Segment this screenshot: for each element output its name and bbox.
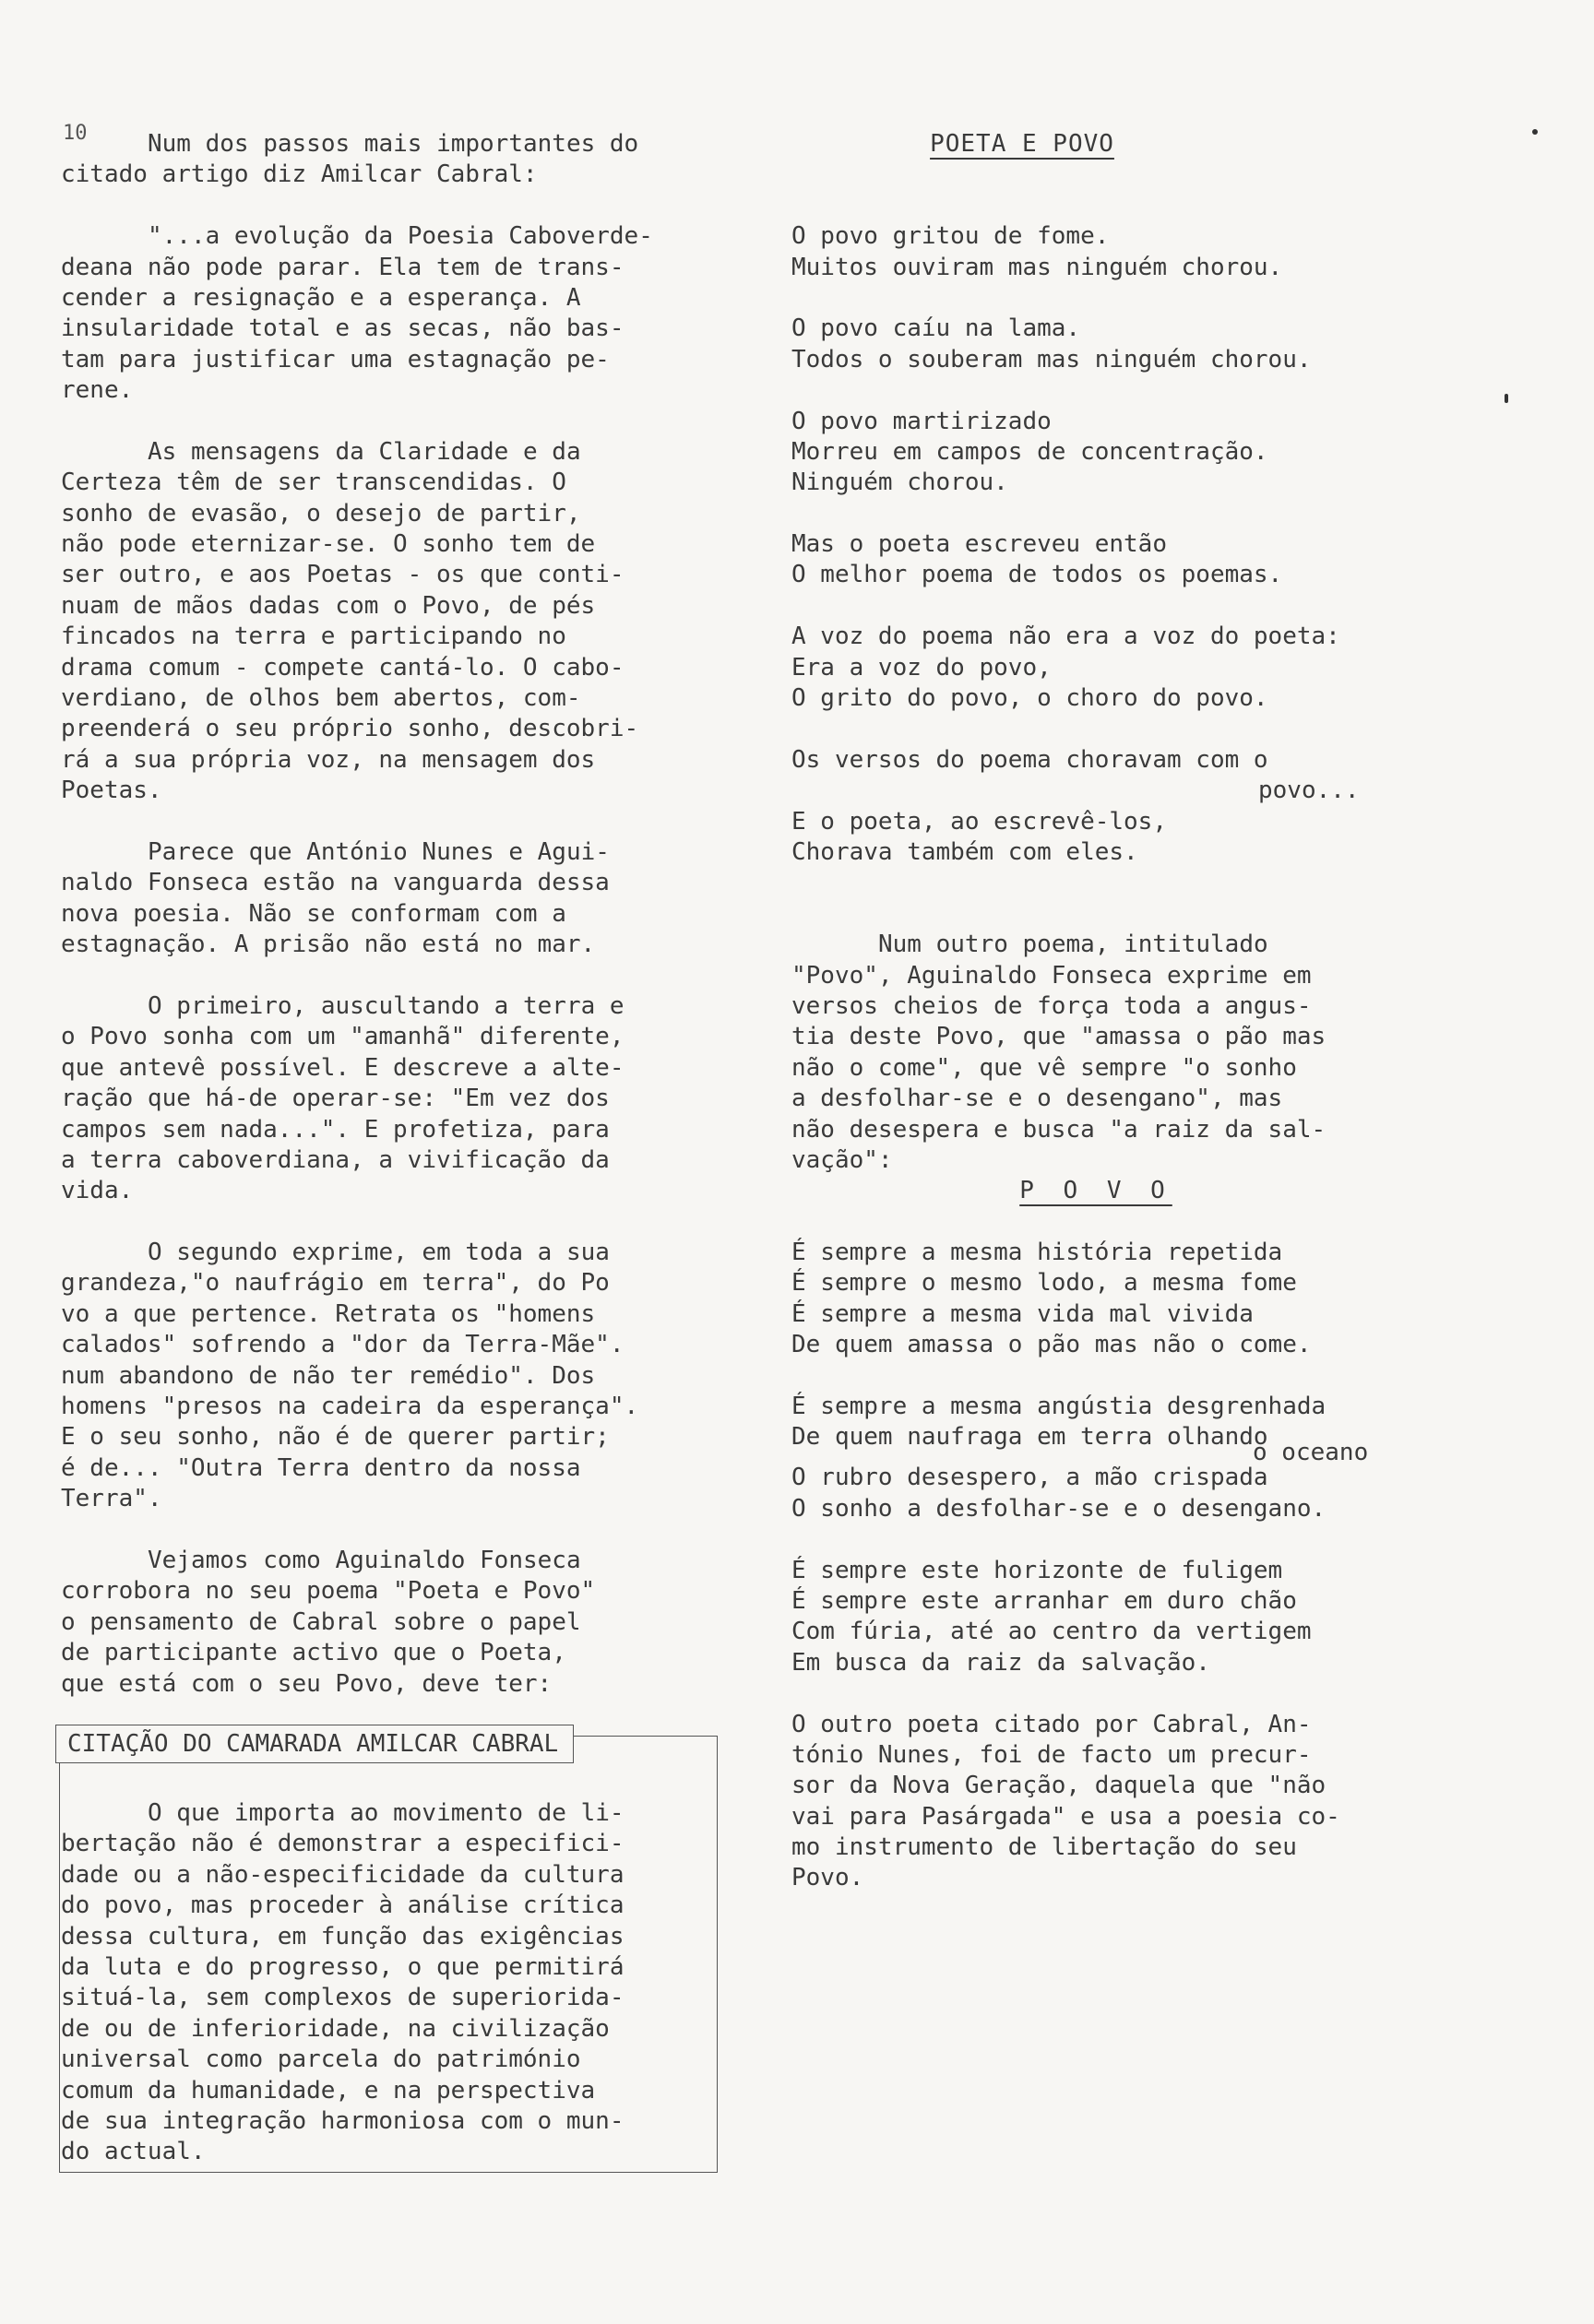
text-line: mo instrumento de libertação do seu [791,1833,1297,1862]
poem-line: Todos o souberam mas ninguém chorou. [791,345,1312,374]
text-line: campos sem nada...". E profetiza, para [61,1115,610,1144]
text-line: a desfolhar-se e o desengano", mas [791,1085,1283,1113]
quote-paragraph-2 [61,437,725,807]
text-line: Certeza têm de ser transcendidas. O [61,468,566,497]
text-line: Parece que António Nunes e Agui- [148,837,610,866]
text-line: preenderá o seu próprio sonho, descobri- [61,715,639,743]
text-line: calados" sofrendo a "dor da Terra-Mãe". [61,1331,625,1359]
page-number: 10 [63,122,88,145]
text-line: que está com o seu Povo, deve ter: [61,1669,553,1698]
text-line: não pode eternizar-se. O sonho tem de [61,530,596,559]
poem-line: É sempre o mesmo lodo, a mesma fome [791,1269,1297,1298]
poem-stanza [791,221,1437,283]
poem-stanza [791,1392,1437,1524]
text-line: a terra caboverdiana, a vivificação da [61,1145,610,1174]
paragraph-intro-povo [791,930,1437,1176]
poem-line: Os versos do poema choravam com o [791,745,1268,774]
text-line: sor da Nova Geração, daquela que "não [791,1772,1326,1800]
text-line: que antevê possível. E descreve a alte- [61,1053,625,1082]
poem-stanza [791,1556,1437,1679]
poem-line: Em busca da raiz da salvação. [791,1648,1210,1677]
text-line: Num dos passos mais importantes do [148,130,639,158]
text-line: o pensamento de Cabral sobre o papel [61,1607,581,1636]
text-line: o Povo sonha com um "amanhã" diferente, [61,1023,625,1051]
poem-title-poeta-e-povo: POETA E POVO [930,130,1114,158]
intro-paragraph [61,129,725,191]
text-line: comum da humanidade, e na perspectiva [61,2076,596,2105]
text-line: bertação não é demonstrar a especifici- [61,1830,625,1858]
poem-line: É sempre a mesma história repetida [791,1239,1283,1267]
poem-line: O melhor poema de todos os poemas. [791,561,1283,589]
poem-line: O povo martirizado [791,407,1052,435]
citation-box-text [61,1798,716,2168]
text-line: Povo. [791,1864,864,1892]
poem-line: De quem amassa o pão mas não o come. [791,1331,1312,1359]
text-line: Poetas. [61,777,162,805]
text-line: não desespera e busca "a raiz da sal- [791,1115,1326,1144]
paragraph-vejamos [61,1546,725,1700]
poem-line: Mas o poeta escreveu então [791,530,1167,559]
text-line: sonho de evasão, o desejo de partir, [61,499,581,528]
text-line: universal como parcela do património [61,2045,581,2074]
citation-box-header [55,1725,574,1763]
text-line: ração que há-de operar-se: "Em vez dos [61,1085,610,1113]
text-line: Vejamos como Aguinaldo Fonseca [148,1546,581,1574]
text-line: insularidade total e as secas, não bas- [61,314,625,343]
text-line: vida. [61,1177,134,1205]
text-line: de sua integração harmoniosa com o mun- [61,2106,625,2135]
text-line: do povo, mas proceder à análise crítica [61,1891,625,1920]
poem-line: Chorava também com eles. [791,837,1138,866]
text-line: O primeiro, auscultando a terra e [148,991,625,1020]
ink-speck [1505,394,1508,403]
text-line: é de... "Outra Terra dentro da nossa [61,1453,581,1482]
text-line: "...a evolução da Poesia Caboverde- [148,222,653,251]
poem-line: É sempre este arranhar em duro chão [791,1586,1297,1615]
text-line: de ou de inferioridade, na civilização [61,2014,610,2043]
text-line: rene. [61,376,134,405]
poem-title-povo: P O V O [1019,1177,1172,1205]
text-line: rá a sua própria voz, na mensagem dos [61,745,596,774]
text-line: situá-la, sem complexos de superiorida- [61,1984,625,2012]
text-line: E o seu sonho, não é de querer partir; [61,1423,610,1452]
poem-line: É sempre a mesma angústia desgrenhada [791,1393,1326,1421]
poem-line: O grito do povo, o choro do povo. [791,684,1268,713]
poem-line-wrap: o oceano [1253,1439,1369,1467]
poem-line: O povo gritou de fome. [791,222,1110,251]
text-line: deana não pode parar. Ela tem de trans- [61,253,625,281]
poem-line: É sempre este horizonte de fuligem [791,1556,1283,1584]
text-line: ser outro, e aos Poetas - os que conti- [61,561,625,589]
text-line: tia deste Povo, que "amassa o pão mas [791,1023,1326,1051]
text-line: não o come", que vê sempre "o sonho [791,1053,1297,1082]
text-line: tónio Nunes, foi de facto um precur- [791,1740,1312,1769]
text-line: homens "presos na cadeira da esperança". [61,1393,639,1421]
text-line: verdiano, de olhos bem abertos, com- [61,684,581,713]
citation-box-title: CITAÇÃO DO CAMARADA AMILCAR CABRAL [55,1725,574,1763]
quote-paragraph-1 [61,221,725,406]
text-line: citado artigo diz Amilcar Cabral: [61,160,538,189]
poem-line: Muitos ouviram mas ninguém chorou. [791,253,1283,281]
poem-stanza [791,745,1437,869]
poem-line: E o poeta, ao escrevê-los, [791,807,1167,836]
text-line: naldo Fonseca estão na vanguarda dessa [61,869,610,897]
poem-stanza [791,1238,1437,1361]
poem-stanza [791,407,1437,499]
text-line: grandeza,"o naufrágio em terra", do Po [61,1269,610,1298]
poem-line: Era a voz do povo, [791,653,1052,682]
poem-line-wrap: povo... [1258,777,1360,805]
text-line: Terra". [61,1485,162,1513]
text-line: O que importa ao movimento de li- [148,1799,625,1827]
text-line: Num outro poema, intitulado [878,931,1268,959]
text-line: cender a resignação e a esperança. A [61,283,581,312]
poem-line: Com fúria, até ao centro da vertigem [791,1618,1312,1646]
text-line: versos cheios de força toda a angus- [791,991,1312,1020]
poem-line: Ninguém chorou. [791,468,1008,497]
left-column [61,129,725,1700]
text-line: tam para justificar uma estagnação pe- [61,345,610,374]
text-line: dessa cultura, em função das exigências [61,1922,625,1951]
text-line: dade ou a não-especificidade da cultura [61,1860,625,1889]
poem-line: É sempre a mesma vida mal vivida [791,1299,1254,1328]
ink-speck [1532,129,1538,135]
text-line: da luta e do progresso, o que permitirá [61,1952,625,1981]
text-line: fincados na terra e participando no [61,622,566,651]
text-line: O outro poeta citado por Cabral, An- [791,1710,1312,1738]
poem-stanza [791,529,1437,591]
text-line: nova poesia. Não se conformam com a [61,899,566,928]
text-line: vai para Pasárgada" e usa a poesia co- [791,1802,1340,1831]
poem-line: O sonho a desfolhar-se e o desengano. [791,1494,1326,1523]
text-line: num abandono de não ter remédio". Dos [61,1361,596,1390]
text-line: do actual. [61,2138,206,2166]
text-line: corrobora no seu poema "Poeta e Povo" [61,1577,596,1606]
poem-line: Morreu em campos de concentração. [791,437,1268,466]
text-line: "Povo", Aguinaldo Fonseca exprime em [791,961,1312,990]
poem-stanza [791,314,1437,375]
paragraph-primeiro [61,991,725,1207]
right-column [791,129,1437,1894]
text-line: estagnação. A prisão não está no mar. [61,931,596,959]
poem-line: De quem naufraga em terra olhando [791,1423,1268,1452]
text-line: As mensagens da Claridade e da [148,437,581,466]
poem-line: A voz do poema não era a voz do poeta: [791,622,1340,651]
text-line: vação": [791,1145,893,1174]
text-line: vo a que pertence. Retrata os "homens [61,1299,596,1328]
paragraph-nunes-fonseca [61,837,725,961]
text-line: O segundo exprime, em toda a sua [148,1239,610,1267]
poem-line: O povo caíu na lama. [791,314,1081,343]
poem-line: O rubro desespero, a mão crispada [791,1464,1268,1492]
poem-stanza [791,622,1437,714]
paragraph-segundo [61,1238,725,1515]
paragraph-closing [791,1710,1437,1894]
text-line: nuam de mãos dadas com o Povo, de pés [61,591,596,620]
text-line: de participante activo que o Poeta, [61,1639,566,1667]
text-line: drama comum - compete cantá-lo. O cabo- [61,653,625,682]
